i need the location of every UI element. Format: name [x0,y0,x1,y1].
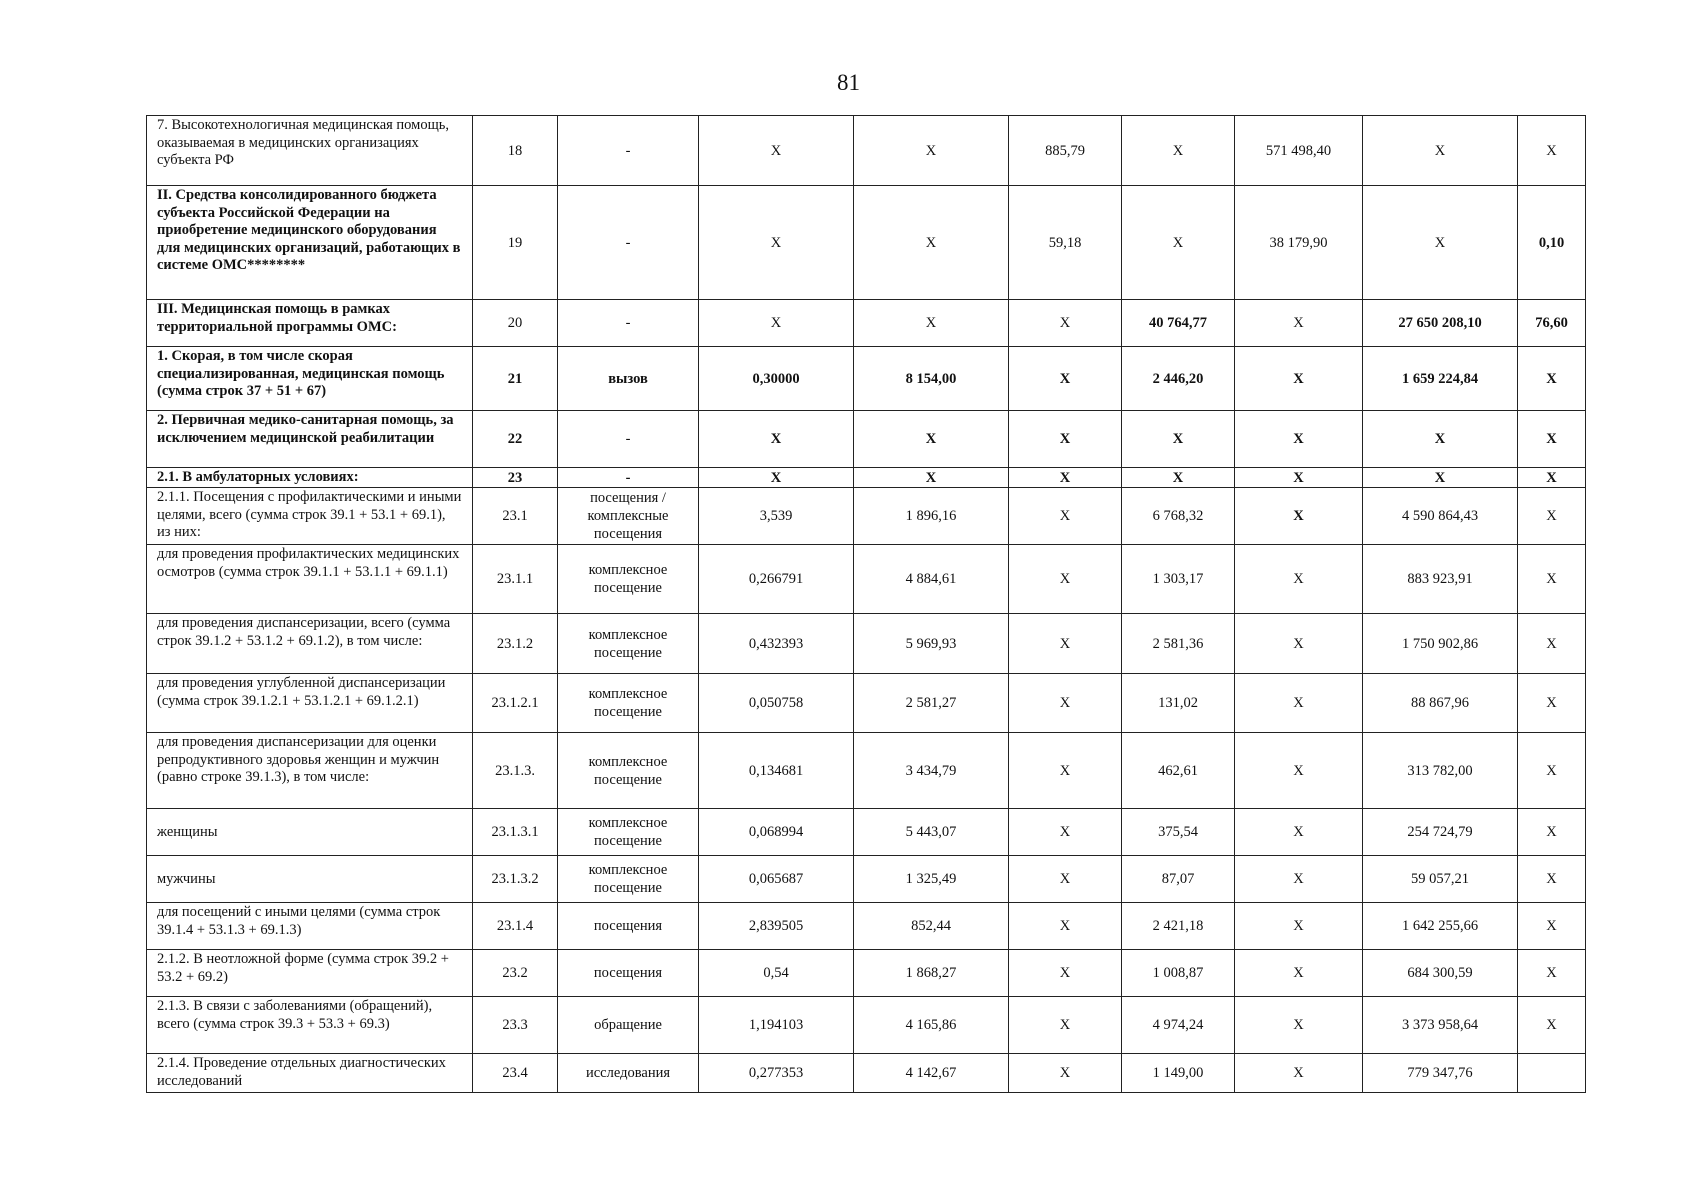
unit-cell: комплексное посещение [558,545,699,614]
value-cell: X [1235,468,1363,488]
value-cell: 2 421,18 [1122,903,1235,950]
row-name-cell: 1. Скорая, в том числе скорая специализированная, медицинская помощь (сумма строк 37 + 51 + 67) [147,347,473,411]
value-cell: X [1009,856,1122,903]
unit-cell: комплексное посещение [558,856,699,903]
value-cell: 1 750 902,86 [1363,614,1518,674]
unit-cell: - [558,186,699,300]
unit-cell: посещения / комплексные посещения [558,488,699,545]
row-name-cell: III. Медицинская помощь в рамках территориальной программы ОМС: [147,300,473,347]
value-cell: 0,134681 [699,733,854,809]
table-row [147,300,1586,347]
row-number-cell: 23.1.4 [473,903,558,950]
value-cell: 684 300,59 [1363,950,1518,997]
unit-cell: вызов [558,347,699,411]
value-cell: 88 867,96 [1363,674,1518,733]
row-number-cell: 23.1 [473,488,558,545]
row-number-cell: 18 [473,116,558,186]
value-cell: X [1518,674,1586,733]
table-row [147,950,1586,997]
value-cell: 131,02 [1122,674,1235,733]
unit-cell: - [558,468,699,488]
value-cell: X [854,411,1009,468]
unit-cell: - [558,411,699,468]
value-cell: X [1235,1054,1363,1093]
row-name-cell: для проведения диспансеризации, всего (сумма строк 39.1.2 + 53.1.2 + 69.1.2), в том числе: [147,614,473,674]
table-row [147,468,1586,488]
value-cell: X [1009,997,1122,1054]
row-number-cell: 23.1.2 [473,614,558,674]
value-cell: X [1009,733,1122,809]
table-row [147,545,1586,614]
value-cell: 0,068994 [699,809,854,856]
value-cell: 883 923,91 [1363,545,1518,614]
value-cell: X [1518,614,1586,674]
value-cell: X [1009,488,1122,545]
value-cell: X [854,116,1009,186]
value-cell: X [854,186,1009,300]
value-cell: 2 581,27 [854,674,1009,733]
table-row [147,856,1586,903]
table-row [147,733,1586,809]
value-cell: 0,277353 [699,1054,854,1093]
value-cell: X [1235,674,1363,733]
unit-cell: исследования [558,1054,699,1093]
row-name-cell: 2.1.3. В связи с заболеваниями (обращений), всего (сумма строк 39.3 + 53.3 + 69.3) [147,997,473,1054]
value-cell: 3,539 [699,488,854,545]
unit-cell: - [558,300,699,347]
value-cell: 375,54 [1122,809,1235,856]
value-cell: X [854,300,1009,347]
value-cell: X [1122,116,1235,186]
value-cell: X [1009,674,1122,733]
value-cell: X [1518,347,1586,411]
row-number-cell: 22 [473,411,558,468]
unit-cell: обращение [558,997,699,1054]
value-cell: X [1235,411,1363,468]
value-cell: X [1518,116,1586,186]
table-row [147,1054,1586,1093]
value-cell: X [1235,856,1363,903]
value-cell: X [1009,411,1122,468]
value-cell: X [854,468,1009,488]
value-cell: 571 498,40 [1235,116,1363,186]
table-row [147,116,1586,186]
value-cell: X [1518,950,1586,997]
value-cell: 4 142,67 [854,1054,1009,1093]
unit-cell: посещения [558,950,699,997]
value-cell: 0,050758 [699,674,854,733]
value-cell: X [1009,468,1122,488]
value-cell: 38 179,90 [1235,186,1363,300]
value-cell: 0,54 [699,950,854,997]
value-cell: 885,79 [1009,116,1122,186]
value-cell: X [1235,997,1363,1054]
value-cell: X [1009,300,1122,347]
unit-cell: - [558,116,699,186]
value-cell: X [1009,809,1122,856]
row-name-cell: 2.1.1. Посещения с профилактическими и иными целями, всего (сумма строк 39.1 + 53.1 + 69.1), из них: [147,488,473,545]
table-row [147,997,1586,1054]
table-row [147,347,1586,411]
value-cell: X [1363,468,1518,488]
value-cell: 1 659 224,84 [1363,347,1518,411]
value-cell: X [1235,300,1363,347]
value-cell [1518,1054,1586,1093]
row-name-cell: 7. Высокотехнологичная медицинская помощь, оказываемая в медицинских организациях субъекта РФ [147,116,473,186]
value-cell: 0,266791 [699,545,854,614]
value-cell: X [1235,488,1363,545]
value-cell: X [1518,488,1586,545]
value-cell: 59,18 [1009,186,1122,300]
row-number-cell: 23.4 [473,1054,558,1093]
unit-cell: комплексное посещение [558,614,699,674]
value-cell: X [1363,186,1518,300]
value-cell: X [699,186,854,300]
value-cell: 1,194103 [699,997,854,1054]
value-cell: 87,07 [1122,856,1235,903]
value-cell: X [1235,545,1363,614]
row-name-cell: II. Средства консолидированного бюджета субъекта Российской Федерации на приобретение медицинского оборудования для медицинских организаций, работающих в системе ОМС******** [147,186,473,300]
value-cell: X [1009,1054,1122,1093]
value-cell: 1 896,16 [854,488,1009,545]
value-cell: X [1009,347,1122,411]
value-cell: X [1122,411,1235,468]
value-cell: X [1518,903,1586,950]
row-number-cell: 21 [473,347,558,411]
row-name-cell: для проведения диспансеризации для оценки репродуктивного здоровья женщин и мужчин (равно строке 39.1.3), в том числе: [147,733,473,809]
value-cell: 27 650 208,10 [1363,300,1518,347]
row-number-cell: 23.1.3. [473,733,558,809]
row-number-cell: 20 [473,300,558,347]
value-cell: 40 764,77 [1122,300,1235,347]
row-name-cell: для проведения углубленной диспансеризации (сумма строк 39.1.2.1 + 53.1.2.1 + 69.1.2.1) [147,674,473,733]
value-cell: 76,60 [1518,300,1586,347]
row-name-cell: 2.1. В амбулаторных условиях: [147,468,473,488]
value-cell: X [1235,903,1363,950]
row-number-cell: 23.1.2.1 [473,674,558,733]
unit-cell: комплексное посещение [558,674,699,733]
value-cell: X [1235,950,1363,997]
value-cell: X [699,116,854,186]
value-cell: 254 724,79 [1363,809,1518,856]
value-cell: X [1009,950,1122,997]
value-cell: 1 149,00 [1122,1054,1235,1093]
value-cell: 59 057,21 [1363,856,1518,903]
table-row [147,809,1586,856]
program-financing-table [146,115,1586,1093]
unit-cell: комплексное посещение [558,733,699,809]
row-number-cell: 23.1.3.1 [473,809,558,856]
value-cell: 4 884,61 [854,545,1009,614]
value-cell: 1 303,17 [1122,545,1235,614]
value-cell: 2 446,20 [1122,347,1235,411]
table-row [147,674,1586,733]
row-number-cell: 23 [473,468,558,488]
row-number-cell: 23.3 [473,997,558,1054]
row-name-cell: 2. Первичная медико-санитарная помощь, за исключением медицинской реабилитации [147,411,473,468]
value-cell: X [1363,116,1518,186]
value-cell: X [1518,997,1586,1054]
value-cell: X [1518,809,1586,856]
table-row [147,186,1586,300]
value-cell: 0,10 [1518,186,1586,300]
table-row [147,903,1586,950]
value-cell: X [1518,545,1586,614]
table-row [147,614,1586,674]
value-cell: 852,44 [854,903,1009,950]
table-row [147,488,1586,545]
value-cell: 2 581,36 [1122,614,1235,674]
row-name-cell: женщины [147,809,473,856]
value-cell: X [1235,347,1363,411]
value-cell: X [699,468,854,488]
table-row [147,411,1586,468]
value-cell: 8 154,00 [854,347,1009,411]
value-cell: 3 373 958,64 [1363,997,1518,1054]
value-cell: X [1518,411,1586,468]
value-cell: X [699,300,854,347]
value-cell: 779 347,76 [1363,1054,1518,1093]
value-cell: X [1518,468,1586,488]
value-cell: 6 768,32 [1122,488,1235,545]
value-cell: X [1235,809,1363,856]
row-number-cell: 19 [473,186,558,300]
value-cell: 3 434,79 [854,733,1009,809]
value-cell: X [699,411,854,468]
value-cell: X [1235,733,1363,809]
value-cell: X [1009,614,1122,674]
row-number-cell: 23.1.3.2 [473,856,558,903]
value-cell: 5 969,93 [854,614,1009,674]
value-cell: X [1122,468,1235,488]
value-cell: 2,839505 [699,903,854,950]
page-number: 81 [837,70,860,95]
value-cell: 4 165,86 [854,997,1009,1054]
row-number-cell: 23.2 [473,950,558,997]
row-name-cell: для посещений с иными целями (сумма строк 39.1.4 + 53.1.3 + 69.1.3) [147,903,473,950]
value-cell: 0,432393 [699,614,854,674]
row-name-cell: 2.1.2. В неотложной форме (сумма строк 39.2 + 53.2 + 69.2) [147,950,473,997]
value-cell: 5 443,07 [854,809,1009,856]
row-name-cell: для проведения профилактических медицинских осмотров (сумма строк 39.1.1 + 53.1.1 + 69.1.1) [147,545,473,614]
value-cell: X [1122,186,1235,300]
value-cell: 1 008,87 [1122,950,1235,997]
row-number-cell: 23.1.1 [473,545,558,614]
value-cell: X [1518,733,1586,809]
value-cell: 1 868,27 [854,950,1009,997]
value-cell: X [1009,903,1122,950]
unit-cell: комплексное посещение [558,809,699,856]
value-cell: 0,30000 [699,347,854,411]
row-name-cell: 2.1.4. Проведение отдельных диагностических исследований [147,1054,473,1093]
value-cell: 0,065687 [699,856,854,903]
value-cell: X [1363,411,1518,468]
value-cell: X [1235,614,1363,674]
value-cell: 4 974,24 [1122,997,1235,1054]
value-cell: 4 590 864,43 [1363,488,1518,545]
row-name-cell: мужчины [147,856,473,903]
unit-cell: посещения [558,903,699,950]
value-cell: X [1518,856,1586,903]
value-cell: 313 782,00 [1363,733,1518,809]
value-cell: 1 325,49 [854,856,1009,903]
value-cell: X [1009,545,1122,614]
value-cell: 1 642 255,66 [1363,903,1518,950]
value-cell: 462,61 [1122,733,1235,809]
